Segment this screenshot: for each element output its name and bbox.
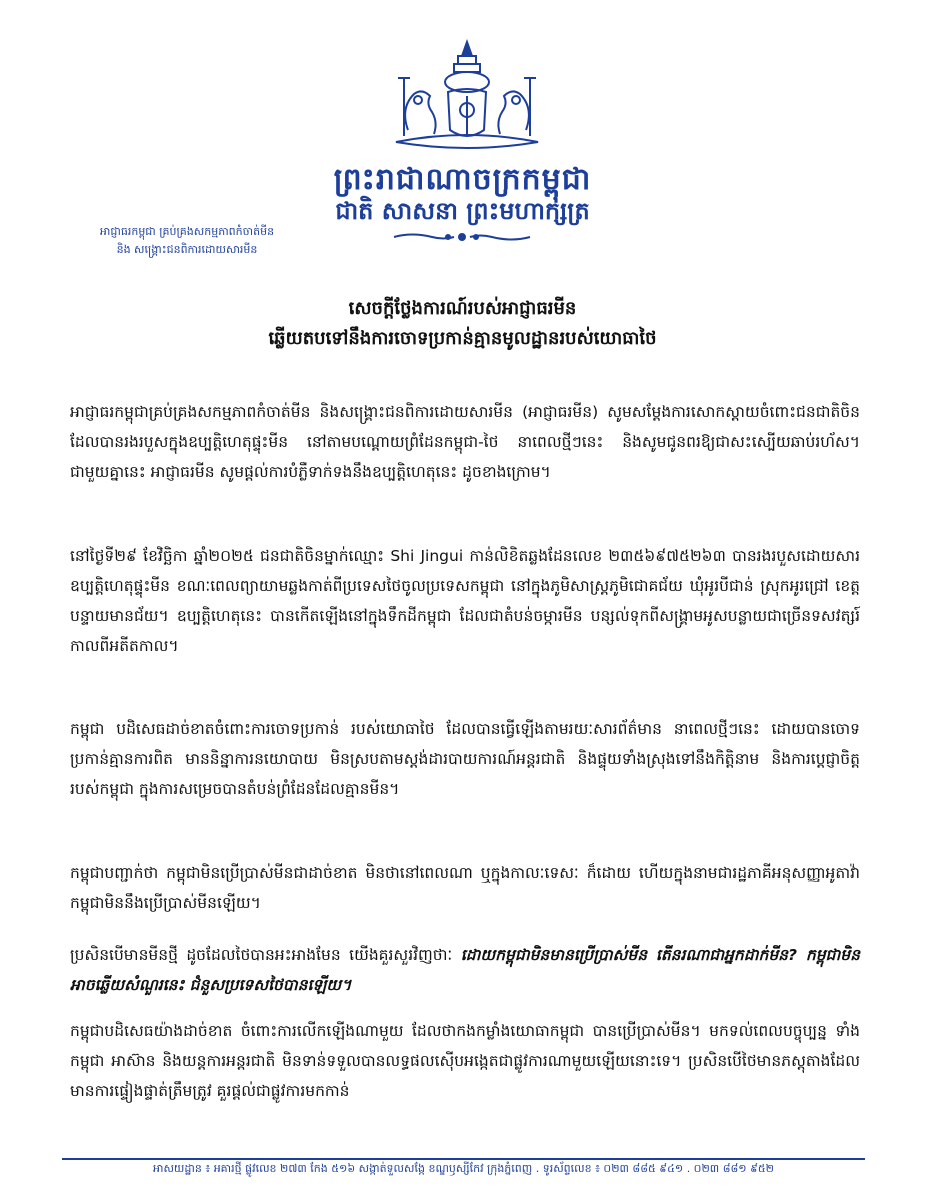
paragraph-3: កម្ពុជា បដិសេធដាច់ខាតចំពោះការចោទប្រកាន់ របស់យោធាថៃ ដែលបានធ្វើឡើងតាមរយៈសារព័ត៌មាន នាពេលថ្មីៗនេះ ដោយបានចោទប្រកាន់គ្មានការពិត មាននិន្នាការនយោបាយ មិនស្របតាមស្តង់ដារបាយការណ៍អន្តរជាតិ និងផ្ទុយទាំងស្រុងទៅនឹងកិត្តិនាម និងការប្តេជ្ញាចិត្តរបស់កម្ពុជា ក្នុងការសម្រេចបានតំបន់ព្រំដែនដែលគ្មានមីន។: [70, 720, 860, 798]
paragraph-5: [70, 940, 860, 1000]
footer-divider: [62, 1158, 865, 1160]
paragraph-1: អាជ្ញាធរកម្ពុជាគ្រប់គ្រងសកម្មភាពកំចាត់មីន និងសង្គ្រោះជនពិការដោយសារមីន (អាជ្ញាធរមីន) សូមសម្តែងការសោកស្តាយចំពោះជនជាតិចិន ដែលបានរងរបួសក្នុងឧប្បត្តិហេតុផ្ទុះមីន នៅតាមបណ្តោយព្រំដែនកម្ពុជា-ថៃ នាពេលថ្មីៗនេះ និងសូមជូនពរឱ្យជាសះស្បើយឆាប់រហ័ស។ ជាមួយគ្នានេះ អាជ្ញាធរមីន សូមផ្តល់ការបំភ្លឺទាក់ទងនឹងឧប្បត្តិហេតុនេះ ដូចខាងក្រោម។: [70, 403, 860, 481]
paragraph-5-intro: ប្រសិនបើមានមីនថ្មី ដូចដែលថៃបានអះអាងមែន យើងគួរសួរវិញថាៈ: [70, 946, 453, 964]
paragraph-5-emphasis: ដោយកម្ពុជាមិនមានប្រើប្រាស់មីន តើនរណាជាអ្នកដាក់មីន? កម្ពុជាមិនអាចឆ្លើយសំណួរនេះ ជំនួសប្រទេសថៃបានឡើយ។: [70, 946, 860, 994]
royal-coat-of-arms-icon: [378, 38, 556, 156]
footer-address: អាសយដ្ឋាន ៖ អគារថ្មី ផ្លូវលេខ ២៧៣ កែង ៥១៦ សង្កាត់ទួលសង្កែ ខណ្ឌឫស្សីកែវ ក្រុងភ្នំពេញ . ទូរស័ព្ទលេខ ៖ ០២៣ ៨៨៥ ៩៤១ . ០២៣ ៨៨១ ៩៥២: [152, 1162, 774, 1175]
national-motto: ជាតិ សាសនា ព្រះមហាក្សត្រ: [335, 197, 590, 225]
ornamental-divider-icon: [392, 230, 532, 244]
paragraph-4: កម្ពុជាបញ្ជាក់ថា កម្ពុជាមិនប្រើប្រាស់មីនជាដាច់ខាត មិនថានៅពេលណា ឬក្នុងកាលៈទេសៈ ក៏ដោយ ហើយក្នុងនាមជារដ្ឋភាគីអនុសញ្ញាអូតាវ៉ា កម្ពុជាមិននឹងប្រើប្រាស់មីនឡើយ។: [70, 864, 860, 912]
kingdom-name: ព្រះរាជាណាចក្រកម្ពុជា: [333, 162, 592, 197]
authority-line-1: អាជ្ញាធរកម្ពុជា គ្រប់គ្រងសកម្មភាពកំចាត់មីន: [99, 225, 275, 238]
issuing-authority: [62, 223, 312, 259]
document-title: សេចក្តីថ្លែងការណ៍របស់អាជ្ញាធរមីន: [348, 298, 577, 319]
authority-line-2: និង សង្គ្រោះជនពិការដោយសារមីន: [116, 243, 258, 256]
paragraph-6: កម្ពុជាបដិសេធយ៉ាងដាច់ខាត ចំពោះការលើកឡើងណាមួយ ដែលថាកងកម្លាំងយោធាកម្ពុជា បានប្រើប្រាស់មីន។ មកទល់ពេលបច្ចុប្បន្ន ទាំងកម្ពុជា អាស៊ាន និងយន្តការអន្តរជាតិ មិនទាន់ទទួលបានលទ្ធផលស៊ើបអង្កេតជាផ្លូវការណាមួយឡើយនោះទេ។ ប្រសិនបើថៃមានភស្តុតាងដែលមានការផ្ទៀងផ្ទាត់ត្រឹមត្រូវ គួរផ្តល់ជាផ្លូវការមកកាន់: [70, 1022, 860, 1100]
document-subtitle: ឆ្លើយតបទៅនឹងការចោទប្រកាន់គ្មានមូលដ្ឋានរបស់យោធាថៃ: [268, 328, 657, 349]
paragraph-2: នៅថ្ងៃទី២៩ ខែវិច្ឆិកា ឆ្នាំ២០២៥ ជនជាតិចិនម្នាក់ឈ្មោះ Shi Jingui កាន់លិខិតឆ្លងដែនលេខ ២៣៥៦៩៧៥២៦៣ បានរងរបួសដោយសារឧប្បត្តិហេតុផ្ទុះមីន ខណៈពេលព្យាយាមឆ្លងកាត់ពីប្រទេសថៃចូលប្រទេសកម្ពុជា នៅក្នុងភូមិសាស្ត្រភូមិជោគជ័យ ឃុំអូរបីជាន់ ស្រុកអូរជ្រៅ ខេត្តបន្ទាយមានជ័យ។ ឧប្បត្តិហេតុនេះ បានកើតឡើងនៅក្នុងទឹកដីកម្ពុជា ដែលជាតំបន់ចម្ការមីន បន្សល់ទុកពីសង្គ្រាមអូសបន្លាយជាច្រើនទសវត្សរ៍ កាលពីអតីតកាល។: [70, 547, 860, 655]
